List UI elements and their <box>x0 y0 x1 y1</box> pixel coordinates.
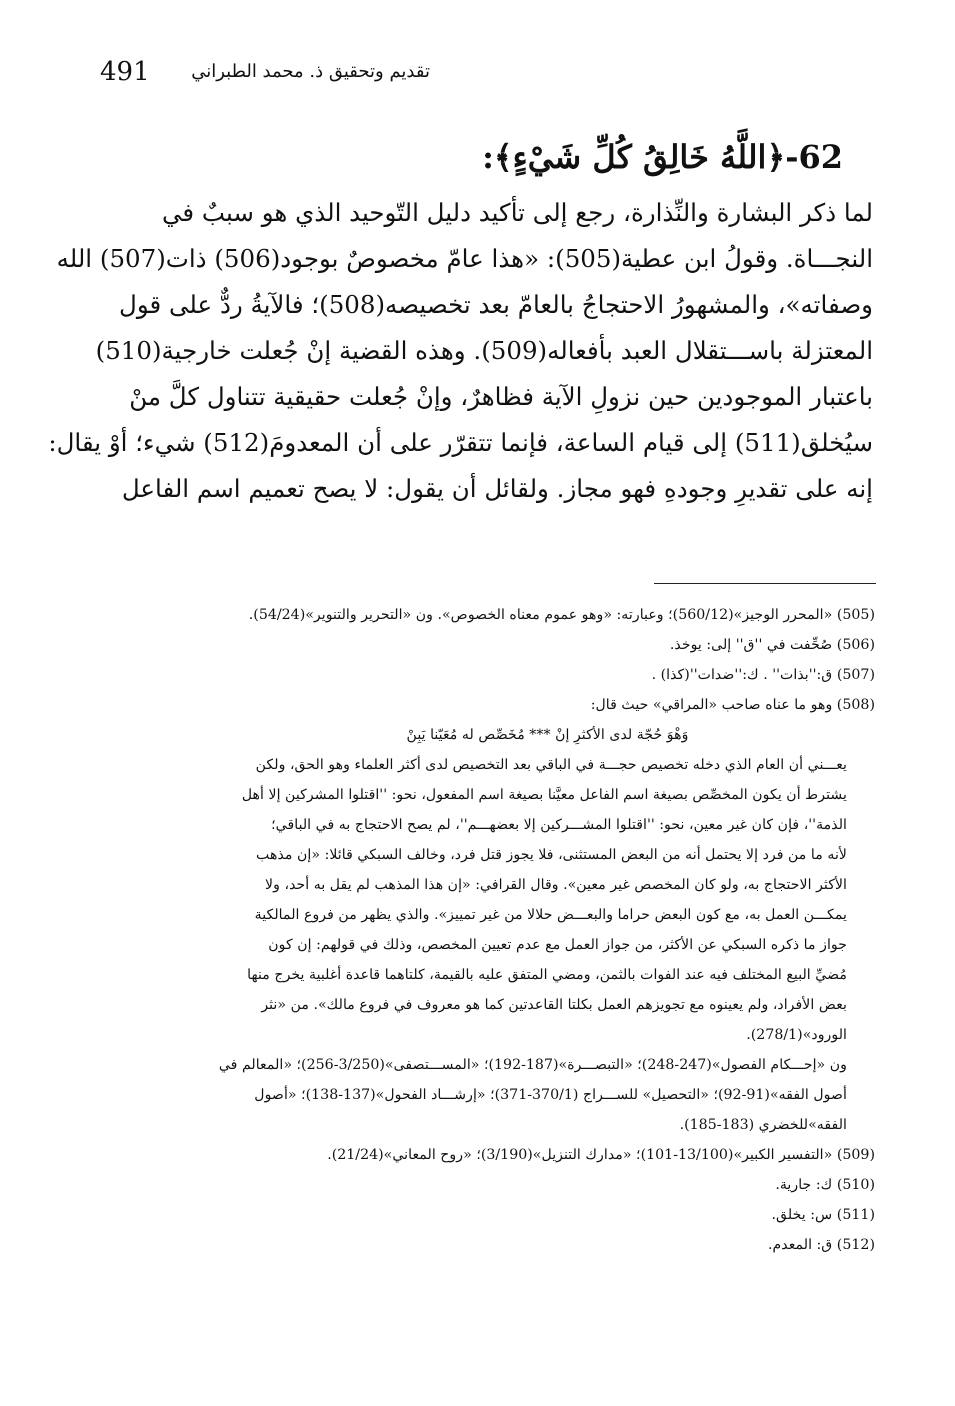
footnote-508-line: بعض الأفراد، ولم يعينوه مع تجويزهم العمل بكلتا القاعدتين كما هو معروف في فروع مالك». من «نثر <box>261 997 847 1013</box>
footnote-508-line: الأكثر الاحتجاج به، ولو كان المخصص غير معين». وقال القرافي: «إن هذا المذهب لم يقل به أحد، ولا <box>265 877 847 893</box>
footnote-508-line: الورود»(278/1). <box>746 1027 847 1043</box>
body-line: سيُخلق(511) إلى قيام الساعة، فإنما تتقرّر على أن المعدومَ(512) شيء؛ أوْ يقال: <box>48 428 873 457</box>
footnote-505: (505) «المحرر الوجيز»(560/12)؛ وعبارته: «وهو عموم معناه الخصوص». ون «التحرير والتنوير»(54/24). <box>248 607 875 623</box>
running-title: تقديم وتحقيق ذ. محمد الطبراني <box>191 61 430 82</box>
footnote-508-line: مُضيِّ البيع المختلف فيه عند الفوات بالثمن، ومضي المتفق عليه بالقيمة، كلتاهما قاعدة أغلبية يخرج منها <box>247 967 847 983</box>
footnote-508-line: جواز ما ذكره السبكي عن الأكثر، من جواز العمل مع عدم تعيين المخصص، وذلك في قولهم: إن كون <box>268 937 847 953</box>
footnote-508-ref: الفقه»للخضري (183-185). <box>679 1117 847 1133</box>
footnotes <box>100 600 875 1260</box>
footnote-508-line: يعـــني أن العام الذي دخله تخصيص حجـــة في الباقي بعد التخصيص لدى أكثر العلماء وهو الحق، ولكن <box>255 757 847 773</box>
page-header <box>100 52 430 92</box>
footnote-508: (508) وهو ما عناه صاحب «المراقي» حيث قال: <box>590 697 875 713</box>
section-title: 62-﴿اللَّهُ خَالِقُ كُلِّ شَيْءٍ﴾: <box>482 138 843 176</box>
footnote-508-line: يمكـــن العمل به، مع كون البعض حراما والبعـــض حلالا من غير تمييز». والذي يظهر من فروع المالكية <box>254 907 847 923</box>
footnote-512: (512) ق: المعدم. <box>767 1237 875 1253</box>
footnote-509: (509) «التفسير الكبير»(13/100-101)؛ «مدارك التنزيل»(3/190)؛ «روح المعاني»(21/24). <box>327 1147 875 1163</box>
footnote-506: (506) صُحِّفت في ''ق'' إلى: يوخذ. <box>669 637 875 653</box>
page-number: 491 <box>100 57 150 87</box>
footnote-separator <box>654 583 876 584</box>
footnote-508-ref: أصول الفقه»(91-92)؛ «التحصيل» للســـراج (370/1-371)؛ «إرشـــاد الفحول»(137-138)؛ «أصول <box>254 1087 847 1103</box>
footnote-508-line: يشترط أن يكون المخصِّص بصيغة اسم الفاعل معيَّنا بصيغة اسم المفعول، نحو: ''اقتلوا المشركين إلا أهل <box>241 787 847 803</box>
body-line: وصفاته»، والمشهورُ الاحتجاجُ بالعامّ بعد تخصيصه(508)؛ فالآيةُ ردٌّ على قول <box>119 290 873 319</box>
body-line: إنه على تقديرِ وجودهِ فهو مجاز. ولقائل أن يقول: لا يصح تعميم اسم الفاعل <box>121 474 873 503</box>
body-line: المعتزلة باســـتقلال العبد بأفعاله(509). وهذه القضية إنْ جُعلت خارجية(510) <box>95 336 873 365</box>
footnote-508-line: الذمة''، فإن كان غير معين، نحو: ''اقتلوا المشـــركين إلا بعضهـــم''، لم يصح الاحتجاج به في الباقي؛ <box>271 817 847 833</box>
footnote-508-line: لأنه ما من فرد إلا يحتمل أنه من البعض المستثنى، فلا يجوز قتل فرد، وخالف السبكي قائلا: «إن مذهب <box>256 847 847 863</box>
body-paragraph <box>48 190 873 512</box>
body-line: باعتبار الموجودين حين نزولِ الآية فظاهرٌ، وإنْ جُعلت حقيقية تتناول كلَّ منْ <box>129 382 873 411</box>
body-line: النجـــاة. وقولُ ابن عطية(505): «هذا عامّ مخصوصٌ بوجود(506) ذات(507) الله <box>56 244 873 273</box>
body-line: لما ذكر البشارة والنِّذارة، رجع إلى تأكيد دليل التّوحيد الذي هو سببٌ في <box>162 198 873 227</box>
footnote-510: (510) ك: جارية. <box>775 1177 875 1193</box>
footnote-verse: وَهْوَ حُجّة لدى الأكثرِ إنْ *** مُخَصِّص له مُعَيّنا يَبِنْ <box>406 727 689 743</box>
footnote-508-ref: ون «إحـــكام الفصول»(247-248)؛ «التبصـــرة»(187-192)؛ «المســـتصفى»(3/250-256)؛ «المعالم في <box>218 1057 847 1073</box>
footnote-511: (511) س: يخلق. <box>771 1207 875 1223</box>
footnote-507: (507) ق:''بذات'' . ك:''ضدات''(كذا) . <box>651 667 875 683</box>
